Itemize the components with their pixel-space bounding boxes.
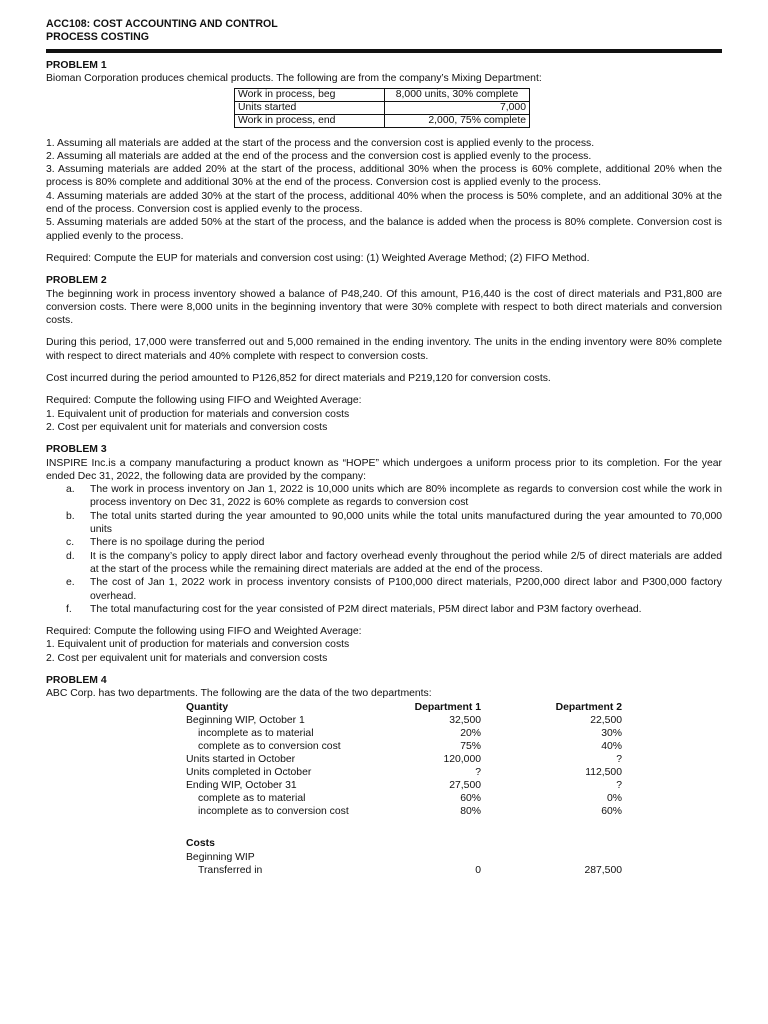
table-cell: 8,000 units, 30% complete [385, 88, 530, 101]
problem-2-paragraph-2: During this period, 17,000 were transferred out and 5,000 remained in the ending inventory. The units in the ending inventory were 80% complete with respect to direct materials and 40% complete with respect to conversion costs. [46, 337, 722, 362]
problem-2-paragraph-3: Cost incurred during the period amounted to P126,852 for direct materials and P219,120 for conversion costs. [46, 373, 551, 385]
list-item-text: The work in process inventory on Jan 1, 2022 is 10,000 units which are 80% incomplete as regards to conversion cost while the work in process inventory on Dec 31, 2022 is 60% complete as regards to conversion cost [90, 484, 722, 509]
table-row [186, 714, 626, 727]
problem-3-title: PROBLEM 3 [46, 444, 107, 456]
problem-1-required: Required: Compute the EUP for materials and conversion cost using: (1) Weighted Average Method; (2) FIFO Method. [46, 252, 590, 264]
table-cell: 80% [460, 805, 481, 817]
table-row [235, 101, 530, 114]
list-item [46, 576, 722, 603]
table-row [186, 701, 626, 714]
problem-2-req-1: 1. Equivalent unit of production for materials and conversion costs [46, 408, 350, 420]
table-cell: incomplete as to conversion cost [198, 805, 349, 817]
table-row [186, 864, 626, 877]
table-cell: Ending WIP, October 31 [186, 779, 297, 791]
table-cell: 40% [601, 740, 622, 752]
list-item-text: The total manufacturing cost for the year consisted of P2M direct materials, P5M direct labor and P3M factory overhead. [90, 603, 642, 615]
problem-2-required: Required: Compute the following using FIFO and Weighted Average: [46, 395, 362, 407]
list-item [46, 510, 722, 537]
table-cell: 2,000, 75% complete [385, 114, 530, 127]
table-cell: 20% [460, 727, 481, 739]
table-cell: 32,500 [449, 714, 481, 726]
table-cell: Units started [235, 101, 385, 114]
table-cell: Work in process, beg [235, 88, 385, 101]
problem-3-req-2: 2. Cost per equivalent unit for materials and conversion costs [46, 652, 328, 664]
column-header: Department 1 [414, 701, 481, 713]
list-item-text: The cost of Jan 1, 2022 work in process inventory consists of P100,000 direct materials, P200,000 direct labor and P300,000 factory overhead. [90, 577, 722, 602]
table-row [186, 779, 626, 792]
problem-1-table [234, 88, 530, 128]
list-marker: d. [66, 550, 75, 562]
table-cell: Quantity [186, 701, 229, 713]
table-cell: complete as to conversion cost [198, 740, 341, 752]
table-cell: 0 [475, 864, 481, 876]
list-item: 2. Assuming all materials are added at the end of the process and the conversion cost is applied evenly to the process. [46, 150, 592, 162]
table-cell: Beginning WIP, October 1 [186, 714, 305, 726]
table-row [186, 805, 626, 818]
table-cell: Work in process, end [235, 114, 385, 127]
list-marker: b. [66, 510, 75, 522]
problem-4-intro: ABC Corp. has two departments. The following are the data of the two departments: [46, 688, 432, 700]
table-cell: 30% [601, 727, 622, 739]
list-item: 1. Assuming all materials are added at the start of the process and the conversion cost is applied evenly to the process. [46, 137, 595, 149]
problem-3-list [46, 483, 722, 616]
table-cell: 60% [460, 792, 481, 804]
problem-3-required: Required: Compute the following using FIFO and Weighted Average: [46, 626, 362, 638]
problem-1-title: PROBLEM 1 [46, 60, 107, 71]
list-marker: e. [66, 577, 75, 589]
list-item-text: There is no spoilage during the period [90, 537, 265, 549]
table-cell: 22,500 [590, 714, 622, 726]
table-cell: ? [616, 779, 622, 791]
table-row [235, 88, 530, 101]
list-item-text: The total units started during the year amounted to 90,000 units while the total units manufactured during the year amounted to 70,000 units [90, 510, 722, 536]
table-cell: Beginning WIP [186, 851, 255, 863]
table-cell: 27,500 [449, 779, 481, 791]
list-item [46, 603, 722, 616]
problem-3-intro: INSPIRE Inc.is a company manufacturing a product known as “HOPE” which undergoes a uniform process prior to its completion. For the year ended Dec 31, 2022, the following data are provided by the company: [46, 457, 722, 482]
table-cell: Units completed in October [186, 766, 312, 778]
list-item: 3. Assuming materials are added 20% at the start of the process, additional 30% when the process is 60% complete, additional 20% when the process is 80% complete and additional 30% at the end of the process. Conversion cost is applied evenly to the process. [46, 164, 722, 189]
problem-3-req-1: 1. Equivalent unit of production for materials and conversion costs [46, 639, 350, 651]
problem-4-table [186, 701, 626, 881]
table-cell: Units started in October [186, 753, 296, 765]
table-row [186, 792, 626, 805]
table-row [186, 727, 626, 740]
table-row [186, 753, 626, 766]
table-row [186, 837, 626, 850]
list-item [46, 536, 722, 549]
table-cell: 60% [601, 805, 622, 817]
table-cell: 75% [460, 740, 481, 752]
problem-2-paragraph-1: The beginning work in process inventory showed a balance of P48,240. Of this amount, P16,440 is the cost of direct materials and P31,800 are conversion costs. There were 8,000 units in the beginning inventory that were 30% complete with respect to both direct materials and conversion costs. [46, 288, 722, 327]
list-marker: c. [66, 537, 75, 549]
table-cell: 120,000 [443, 753, 481, 765]
table-row [186, 766, 626, 779]
section-title: Costs [186, 837, 215, 849]
problem-2-title: PROBLEM 2 [46, 275, 107, 287]
column-header: Department 2 [555, 701, 622, 713]
table-row [186, 740, 626, 753]
header-rule [46, 49, 722, 53]
list-marker: f. [66, 603, 72, 615]
table-cell: Transferred in [198, 864, 263, 876]
document-page [46, 18, 722, 881]
table-cell: ? [616, 753, 622, 765]
list-item [46, 550, 722, 577]
table-cell: incomplete as to material [198, 727, 314, 739]
topic-title: PROCESS COSTING [46, 31, 150, 43]
table-row [235, 114, 530, 127]
problem-1-list [46, 137, 722, 243]
problem-4-title: PROBLEM 4 [46, 674, 107, 686]
table-cell: 287,500 [584, 864, 622, 876]
table-cell: ? [475, 766, 481, 778]
list-item: 4. Assuming materials are added 30% at the start of the process, additional 40% when the process is 50% complete, and an additional 30% at the end of the process. Conversion cost is applied evenly to the process. [46, 190, 722, 216]
problem-1-intro: Bioman Corporation produces chemical products. The following are from the company’s Mixing Department: [46, 73, 542, 85]
list-item-text: It is the company’s policy to apply direct labor and factory overhead evenly throughout the period while 2/5 of direct materials are added at the start of the process while the remaining direct materials are added at the end of the process. [90, 550, 722, 575]
table-cell: 7,000 [385, 101, 530, 114]
table-cell: 112,500 [585, 766, 622, 778]
list-item [46, 483, 722, 510]
table-cell: complete as to material [198, 792, 306, 804]
problem-2-req-2: 2. Cost per equivalent unit for materials and conversion costs [46, 421, 328, 433]
course-title: ACC108: COST ACCOUNTING AND CONTROL [46, 18, 278, 30]
table-row [186, 851, 626, 864]
list-item: 5. Assuming materials are added 50% at the start of the process, and the balance is added when the process is 80% complete. Conversion cost is applied evenly to the process. [46, 217, 722, 242]
list-marker: a. [66, 484, 75, 496]
table-cell: 0% [606, 792, 622, 804]
